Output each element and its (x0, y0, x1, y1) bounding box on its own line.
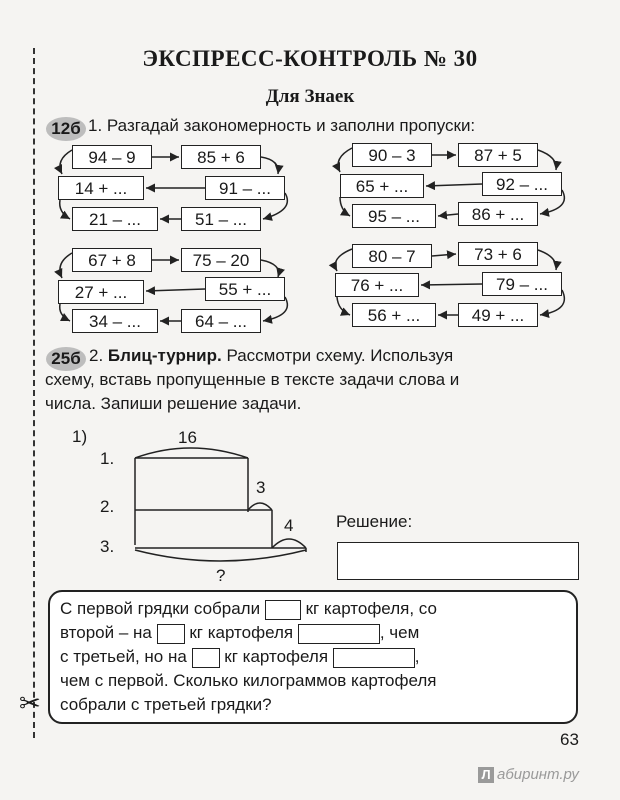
chain-box: 67 + 8 (72, 248, 152, 272)
chain-box: 65 + ... (340, 174, 424, 198)
chain-box: 55 + ... (205, 277, 285, 301)
chain-box: 85 + 6 (181, 145, 261, 169)
chain-box: 79 – ... (482, 272, 562, 296)
chain-box: 27 + ... (58, 280, 144, 304)
chain-box: 64 – ... (181, 309, 261, 333)
chain-box: 95 – ... (352, 204, 436, 228)
scheme-diff1: 3 (256, 478, 266, 497)
scheme-label: 1) (72, 427, 88, 446)
chain-box: 49 + ... (458, 303, 538, 327)
page-subtitle: Для Знаек (265, 86, 355, 107)
solution-label: Решение: (336, 512, 413, 531)
chain-box: 21 – ... (72, 207, 158, 231)
chain-box: 73 + 6 (458, 242, 538, 266)
task2-instruction: 2. Блиц-турнир. Рассмотри схему. Используя схему, вставь пропущенные в тексте задачи слова и числа. Запиши решение задачи. (45, 346, 460, 413)
watermark-logo-icon: Л (478, 767, 494, 783)
task1-instruction: 1. Разгадай закономерность и заполни пропуски: (88, 116, 476, 135)
scheme-unknown: ? (216, 566, 226, 585)
blank-field[interactable] (192, 648, 220, 668)
problem-text: С первой грядки собрали кг картофеля, со второй – на кг картофеля , чем с третьей, но на кг картофеля , чем с первой. Сколько килограммов картофеля собрали с третьей грядки? (48, 590, 578, 724)
blank-field[interactable] (298, 624, 380, 644)
chain-box: 92 – ... (482, 172, 562, 196)
chain-box: 34 – ... (72, 309, 158, 333)
chain-box: 56 + ... (352, 303, 436, 327)
chain-box: 14 + ... (58, 176, 144, 200)
blank-field[interactable] (333, 648, 415, 668)
chain-box: 80 – 7 (352, 244, 432, 268)
scheme-row3: 3. (100, 537, 115, 556)
task1-points-badge: 12б (46, 117, 86, 141)
solution-field[interactable] (337, 542, 579, 580)
page-title: ЭКСПРЕСС-КОНТРОЛЬ № 30 (142, 46, 478, 71)
chain-box: 75 – 20 (181, 248, 261, 272)
scheme-total: 16 (178, 428, 197, 447)
scheme-row1: 1. (100, 449, 115, 468)
chain-box: 51 – ... (181, 207, 261, 231)
chain-box: 76 + ... (335, 273, 419, 297)
chain-box: 86 + ... (458, 202, 538, 226)
chain-box: 94 – 9 (72, 145, 152, 169)
blank-field[interactable] (157, 624, 185, 644)
blank-field[interactable] (265, 600, 301, 620)
task2-points-badge: 25б (46, 347, 86, 371)
chain-box: 87 + 5 (458, 143, 538, 167)
chain-box: 91 – ... (205, 176, 285, 200)
chain-box: 90 – 3 (352, 143, 432, 167)
watermark: Л абиринт.ру (478, 766, 579, 783)
page-number: 63 (560, 730, 579, 749)
scheme-diff2: 4 (284, 516, 294, 535)
scheme-row2: 2. (100, 497, 115, 516)
scissors-icon: ✂ (19, 688, 41, 718)
